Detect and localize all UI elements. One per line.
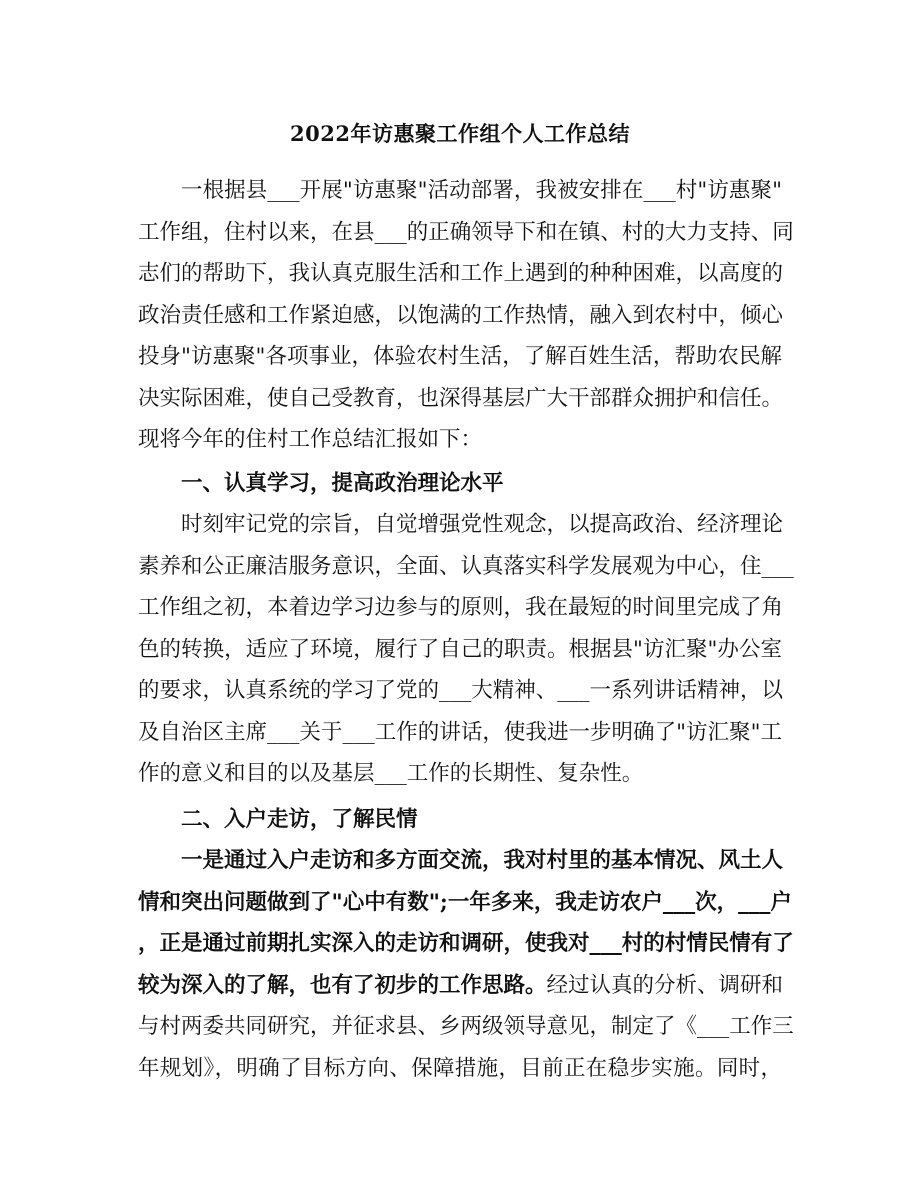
bold-run: 较为深入的了解，也有了初步的工作思路。: [138, 972, 547, 998]
text-line: 工作组，住村以来，在县___的正确领导下和在镇、村的大力支持、同: [138, 219, 794, 245]
section-heading-2: 二、入户走访，了解民情: [181, 806, 418, 832]
text-line-bold: 情和突出问题做到了"心中有数";一年多来，我走访农户___次，___户: [138, 889, 792, 915]
text-line: 政治责任感和工作紧迫感，以饱满的工作热情，融入到农村中，倾心: [138, 302, 784, 328]
text-line: 志们的帮助下，我认真克服生活和工作上遇到的种种困难，以高度的: [138, 261, 784, 286]
text-line-bold: ，正是通过前期扎实深入的走访和调研，使我对___村的村情民情有了: [138, 931, 794, 956]
text-line: 年规划》，明确了目标方向、保障措施，目前正在稳步实施。同时，: [138, 1055, 782, 1081]
text-line: 时刻牢记党的宗旨，自觉增强党性观念，以提高政治、经济理论: [181, 512, 784, 537]
text-line: 素养和公正廉洁服务意识，全面、认真落实科学发展观为中心，住___: [138, 553, 794, 579]
document-body: [138, 170, 794, 1089]
text-line: 工作组之初，本着边学习边参与的原则，我在最短的时间里完成了角: [138, 595, 784, 620]
text-line: 作的意义和目的以及基层___工作的长期性、复杂性。: [138, 761, 644, 786]
page-title: 2022年访惠聚工作组个人工作总结: [290, 121, 630, 146]
text-line: 与村两委共同研究，并征求县、乡两级领导意见，制定了《___工作三: [138, 1014, 794, 1039]
text-line: 一根据县___开展"访惠聚"活动部署，我被安排在___村"访惠聚": [181, 178, 782, 203]
text-line-mixed: [138, 965, 782, 1007]
text-line: 决实际困难，使自己受教育，也深得基层广大干部群众拥护和信任。: [138, 385, 784, 411]
text-line: 的要求，认真系统的学习了党的___大精神、___一系列讲话精神，以: [138, 678, 784, 703]
text-line: 色的转换，适应了环境，履行了自己的职责。根据县"访汇聚"办公室: [138, 636, 782, 662]
text-line: 投身"访惠聚"各项事业，体验农村生活，了解百姓生活，帮助农民解: [138, 344, 782, 369]
text-line: 及自治区主席___关于___工作的讲话，使我进一步明确了"访汇聚"工: [138, 719, 782, 745]
section-heading-1: 一、认真学习，提高政治理论水平: [181, 470, 504, 496]
text-line: 现将今年的住村工作总结汇报如下：: [138, 427, 483, 452]
text-line-bold: 一是通过入户走访和多方面交流，我对村里的基本情况、风土人: [181, 848, 784, 873]
normal-run: 经过认真的分析、调研和: [546, 972, 784, 998]
